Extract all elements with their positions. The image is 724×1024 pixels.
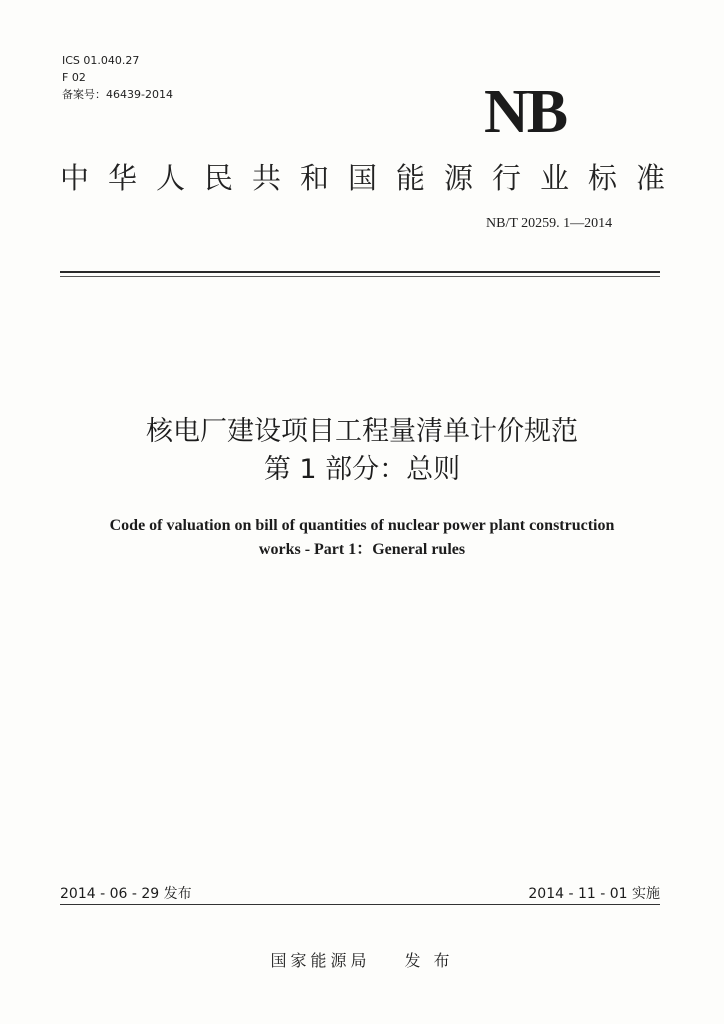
ics-code: ICS 01.040.27	[62, 54, 140, 67]
header-rule-thin	[60, 276, 660, 277]
issue-date: 2014 - 06 - 29 发布	[60, 886, 192, 902]
ccs-code: F 02	[62, 71, 86, 84]
header-rule-thick	[60, 271, 660, 273]
title-cn-line1: 核电厂建设项目工程量清单计价规范	[146, 416, 578, 447]
implementation-date: 2014 - 11 - 01 实施	[528, 886, 660, 902]
title-en-line2: works - Part 1：General rules	[258, 541, 466, 558]
nb-logo: NB	[484, 78, 567, 146]
publisher-name: 国家能源局	[270, 951, 371, 970]
publisher-line	[0, 948, 724, 971]
title-en-line1: Code of valuation on bill of quantities of nuclear power plant construction	[109, 517, 615, 534]
standard-number: NB/T 20259. 1—2014	[486, 216, 613, 231]
title-cn-line2: 第 1 部分：总则	[263, 454, 461, 485]
standard-type-heading: 中华人民共和国能源行业标准	[60, 161, 685, 195]
publish-action: 发 布	[404, 951, 454, 970]
filing-number: 备案号：46439-2014	[62, 88, 173, 101]
date-rule	[60, 904, 660, 905]
